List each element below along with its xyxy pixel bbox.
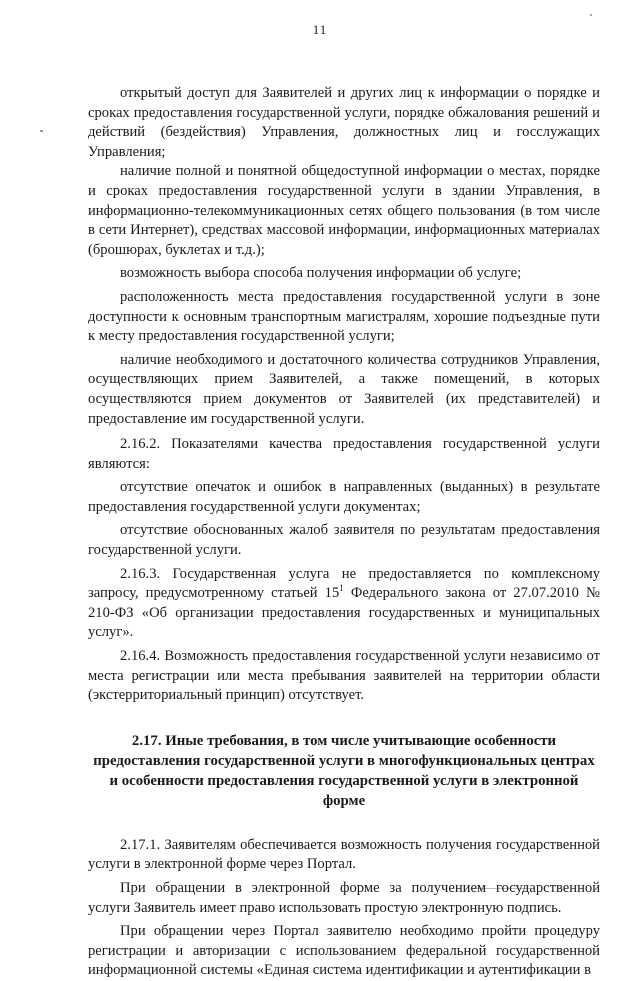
paragraph: наличие необходимого и достаточного количества сотрудников Управления, осуществляющих прием Заявителей, а также помещений, в которых осуществляются прием документов от Заявителей (их представителей) и предоставление им государственной услуги.: [88, 351, 600, 427]
paragraph: расположенность места предоставления государственной услуги в зоне доступности к основным транспортным магистралям, хорошие подъездные пути к месту предоставления государственной услуги;: [88, 288, 600, 345]
scan-speck: [590, 14, 592, 16]
paragraph: 2.17.1. Заявителям обеспечивается возможность получения государственной услуги в электронной форме через Портал.: [88, 836, 600, 873]
paragraph-2-16-4: 2.16.4. Возможность предоставления государственной услуги независимо от места регистрации или места пребывания заявителей на территории области (экстерриториальный принцип) отсутствует.: [88, 648, 600, 704]
paragraph: При обращении в электронной форме за получением государственной услуги Заявитель имеет право использовать простую электронную подпись.: [88, 880, 600, 916]
superscript: 1: [339, 583, 344, 594]
paragraph: При обращении через Портал заявителю необходимо пройти процедуру регистрации и авторизации с использованием федеральной государственной информационной системы «Единая система идентификации и аутентификации в: [88, 923, 600, 979]
page-number: 11: [312, 22, 328, 37]
paragraph: отсутствие опечаток и ошибок в направленных (выданных) в результате предоставления государственной услуги документах;: [88, 479, 600, 515]
paragraph: открытый доступ для Заявителей и других лиц к информации о порядке и сроках предоставления государственной услуги, порядке обжалования решений и действий (бездействия) Управления, должностных лиц и госслужащих Управления;: [88, 85, 600, 160]
document-body: [88, 84, 600, 981]
section-heading: 2.17. Иные требования, в том числе учитывающие особенности предоставления государственной услуги в многофункциональных центрах и особенности предоставления государственной услуги в электронной форме: [93, 732, 595, 809]
paragraph-2-16-3: [88, 565, 600, 643]
text: 2.16.3. Государственная услуга не предоставляется по комплексному запросу, предусмотренному статьей 15: [88, 565, 600, 602]
paragraph: отсутствие обоснованных жалоб заявителя по результатам предоставления государственной услуги.: [88, 522, 600, 559]
scan-speck: [40, 130, 43, 132]
paragraph: 2.16.2. Показателями качества предоставления государственной услуги являются:: [88, 436, 600, 472]
paragraph: возможность выбора способа получения информации об услуге;: [120, 265, 522, 282]
text: Федерального закона от 27.07.2010 № 210-ФЗ «Об организации предоставления государственных и муниципальных услуг».: [88, 585, 600, 641]
paragraph: наличие полной и понятной общедоступной информации о местах, порядке и сроках предоставления государственной услуги в здании Управления, в информационно-телекоммуникационных сетях общего пользования (в том числе в сети Интернет), средствах массовой информации, информационных материалах (брошюрах, буклетах и т.д.);: [88, 163, 600, 258]
